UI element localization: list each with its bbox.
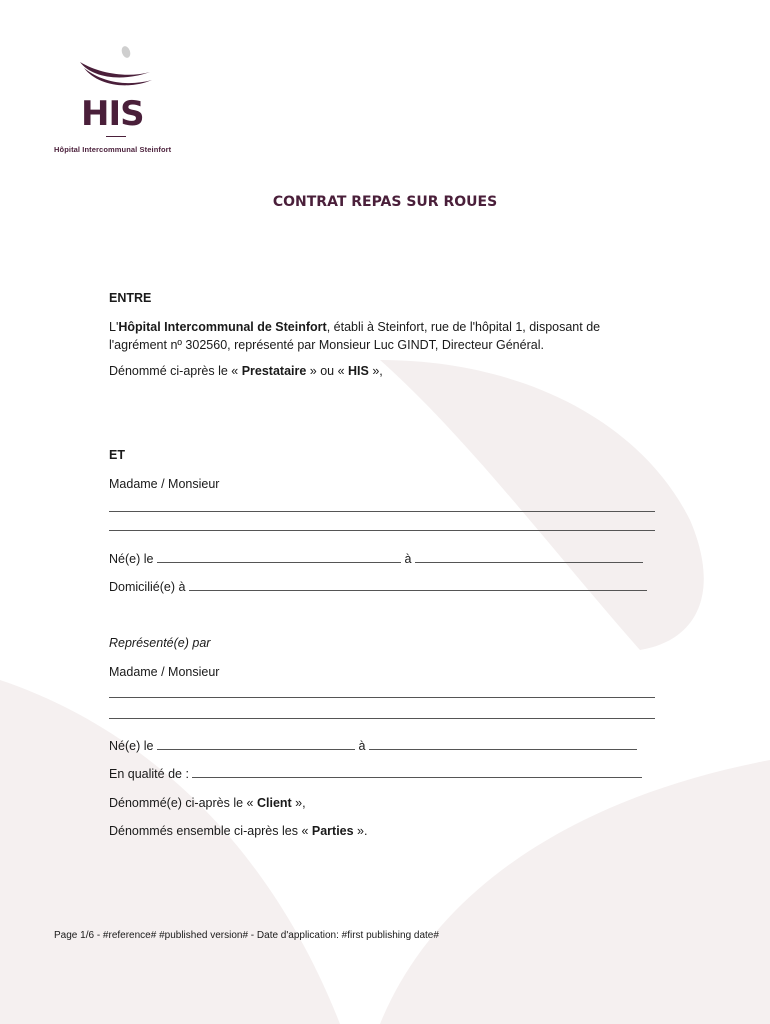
rep-birth-line (109, 738, 637, 755)
et-name-line-2[interactable] (109, 530, 655, 531)
rep-name-line-2[interactable] (109, 718, 655, 719)
his-term: HIS (348, 364, 369, 378)
et-birth-label: Né(e) le (109, 552, 154, 566)
represente-heading: Représenté(e) par (109, 636, 211, 650)
et-domicile-label: Domicilié(e) à (109, 580, 186, 594)
rep-birthplace-label: à (358, 739, 366, 753)
rep-qualite-line (109, 766, 642, 783)
parties-term: Parties (311, 824, 354, 838)
et-birthplace-label: à (404, 552, 412, 566)
client-prefix: Dénommé(e) ci-après le « (109, 796, 257, 810)
entre-line1-rest: , établi à Steinfort, rue de l'hôpital 1, disposant de (326, 320, 601, 334)
entre-line1-prefix: L' (109, 320, 119, 334)
et-domicile-line (109, 579, 647, 596)
prestataire-line (109, 363, 383, 380)
prestataire-prefix: Dénommé ci-après le « (109, 364, 242, 378)
rep-birthplace-field[interactable] (369, 738, 637, 750)
prestataire-suffix: », (368, 364, 383, 378)
prestataire-mid: » ou « (306, 364, 349, 378)
rep-birth-label: Né(e) le (109, 739, 154, 753)
et-birthplace-field[interactable] (415, 551, 643, 563)
logo-letters: HIS (81, 94, 144, 134)
et-madame-monsieur: Madame / Monsieur (109, 477, 220, 491)
et-name-line-1[interactable] (109, 511, 655, 512)
et-domicile-field[interactable] (189, 579, 647, 591)
rep-madame-monsieur: Madame / Monsieur (109, 665, 220, 679)
entre-line2: l'agrément nº 302560, représenté par Monsieur Luc GINDT, Directeur Général. (109, 338, 544, 352)
entre-heading: ENTRE (109, 291, 152, 305)
client-term: Client (256, 796, 292, 810)
et-birthdate-field[interactable] (157, 551, 401, 563)
parties-suffix: ». (353, 824, 368, 838)
logo-subtitle: Hôpital Intercommunal Steinfort (54, 145, 172, 154)
rep-qualite-field[interactable] (192, 766, 642, 778)
et-birth-line (109, 551, 643, 568)
parties-prefix: Dénommés ensemble ci-après les « (109, 824, 312, 838)
logo-divider (106, 136, 126, 137)
document-title: CONTRAT REPAS SUR ROUES (272, 194, 498, 210)
page-footer: Page 1/6 - #reference# #published version# - Date d'application: #first publishing date# (54, 930, 439, 941)
et-heading: ET (109, 448, 125, 462)
logo-mark-icon (78, 44, 154, 94)
client-line (109, 795, 306, 812)
rep-birthdate-field[interactable] (157, 738, 355, 750)
client-suffix: », (291, 796, 306, 810)
rep-name-line-1[interactable] (109, 697, 655, 698)
entre-paragraph (109, 318, 661, 354)
parties-line (109, 823, 367, 840)
entre-hospital-name: Hôpital Intercommunal de Steinfort (118, 320, 327, 334)
rep-qualite-label: En qualité de : (109, 767, 189, 781)
prestataire-term: Prestataire (241, 364, 307, 378)
his-logo (52, 44, 192, 159)
